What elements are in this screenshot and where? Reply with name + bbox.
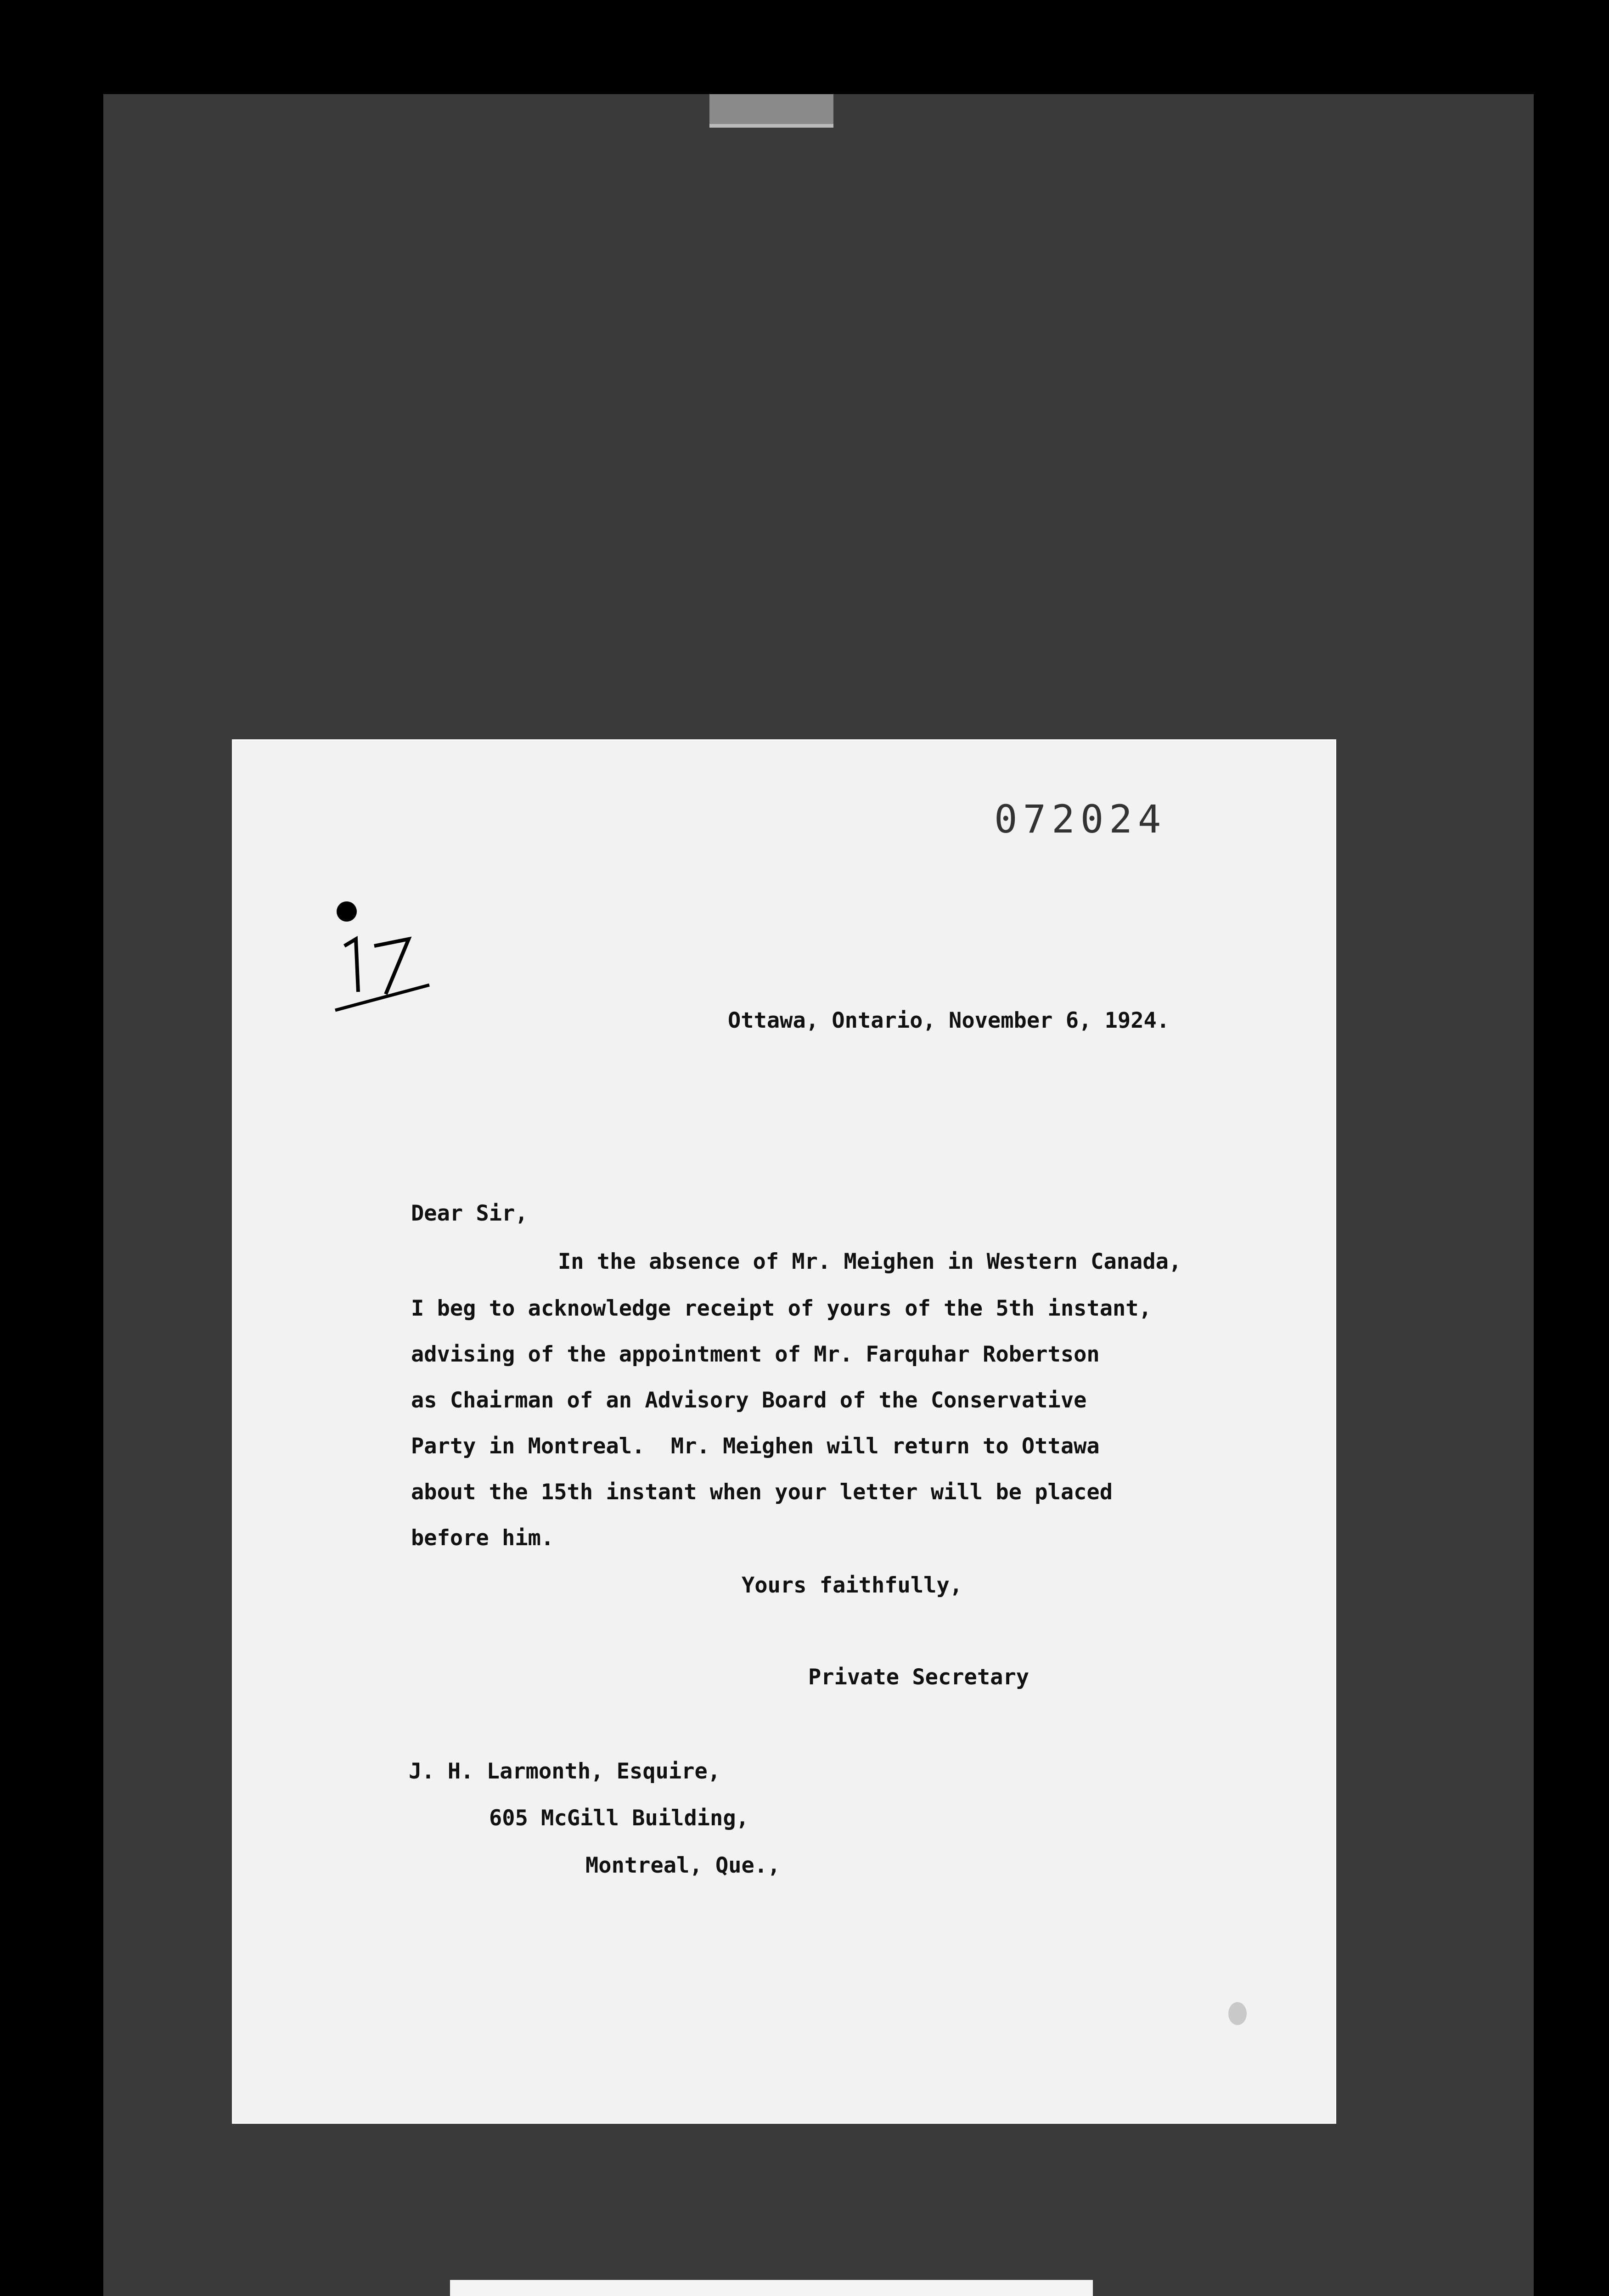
body-line: advising of the appointment of Mr. Farquhar Robertson bbox=[411, 1342, 1100, 1367]
address-line: J. H. Larmonth, Esquire, bbox=[409, 1759, 721, 1784]
closing: Yours faithfully, bbox=[742, 1573, 963, 1598]
handwritten-mark-icon bbox=[331, 895, 441, 1015]
body-line: Party in Montreal. Mr. Meighen will return to Ottawa bbox=[411, 1434, 1100, 1459]
paper-blemish bbox=[1228, 2002, 1247, 2025]
body-line: before him. bbox=[411, 1525, 554, 1551]
address-line: Montreal, Que., bbox=[585, 1853, 781, 1878]
body-line: I beg to acknowledge receipt of yours of the 5th instant, bbox=[411, 1296, 1152, 1321]
signature-title: Private Secretary bbox=[808, 1665, 1030, 1690]
body-line: about the 15th instant when your letter will be placed bbox=[411, 1480, 1113, 1505]
body-line: In the absence of Mr. Meighen in Western Canada, bbox=[558, 1249, 1182, 1274]
address-line: 605 McGill Building, bbox=[489, 1806, 749, 1831]
handwritten-mark bbox=[331, 895, 441, 1015]
letter-page bbox=[232, 739, 1336, 2124]
body-line: as Chairman of an Advisory Board of the Conservative bbox=[411, 1388, 1087, 1413]
dateline: Ottawa, Ontario, November 6, 1924. bbox=[728, 1008, 1170, 1033]
document-number: 072024 bbox=[994, 797, 1167, 842]
binder-clip bbox=[709, 94, 833, 128]
archive-reference-tag bbox=[450, 2280, 1093, 2296]
salutation: Dear Sir, bbox=[411, 1201, 528, 1226]
